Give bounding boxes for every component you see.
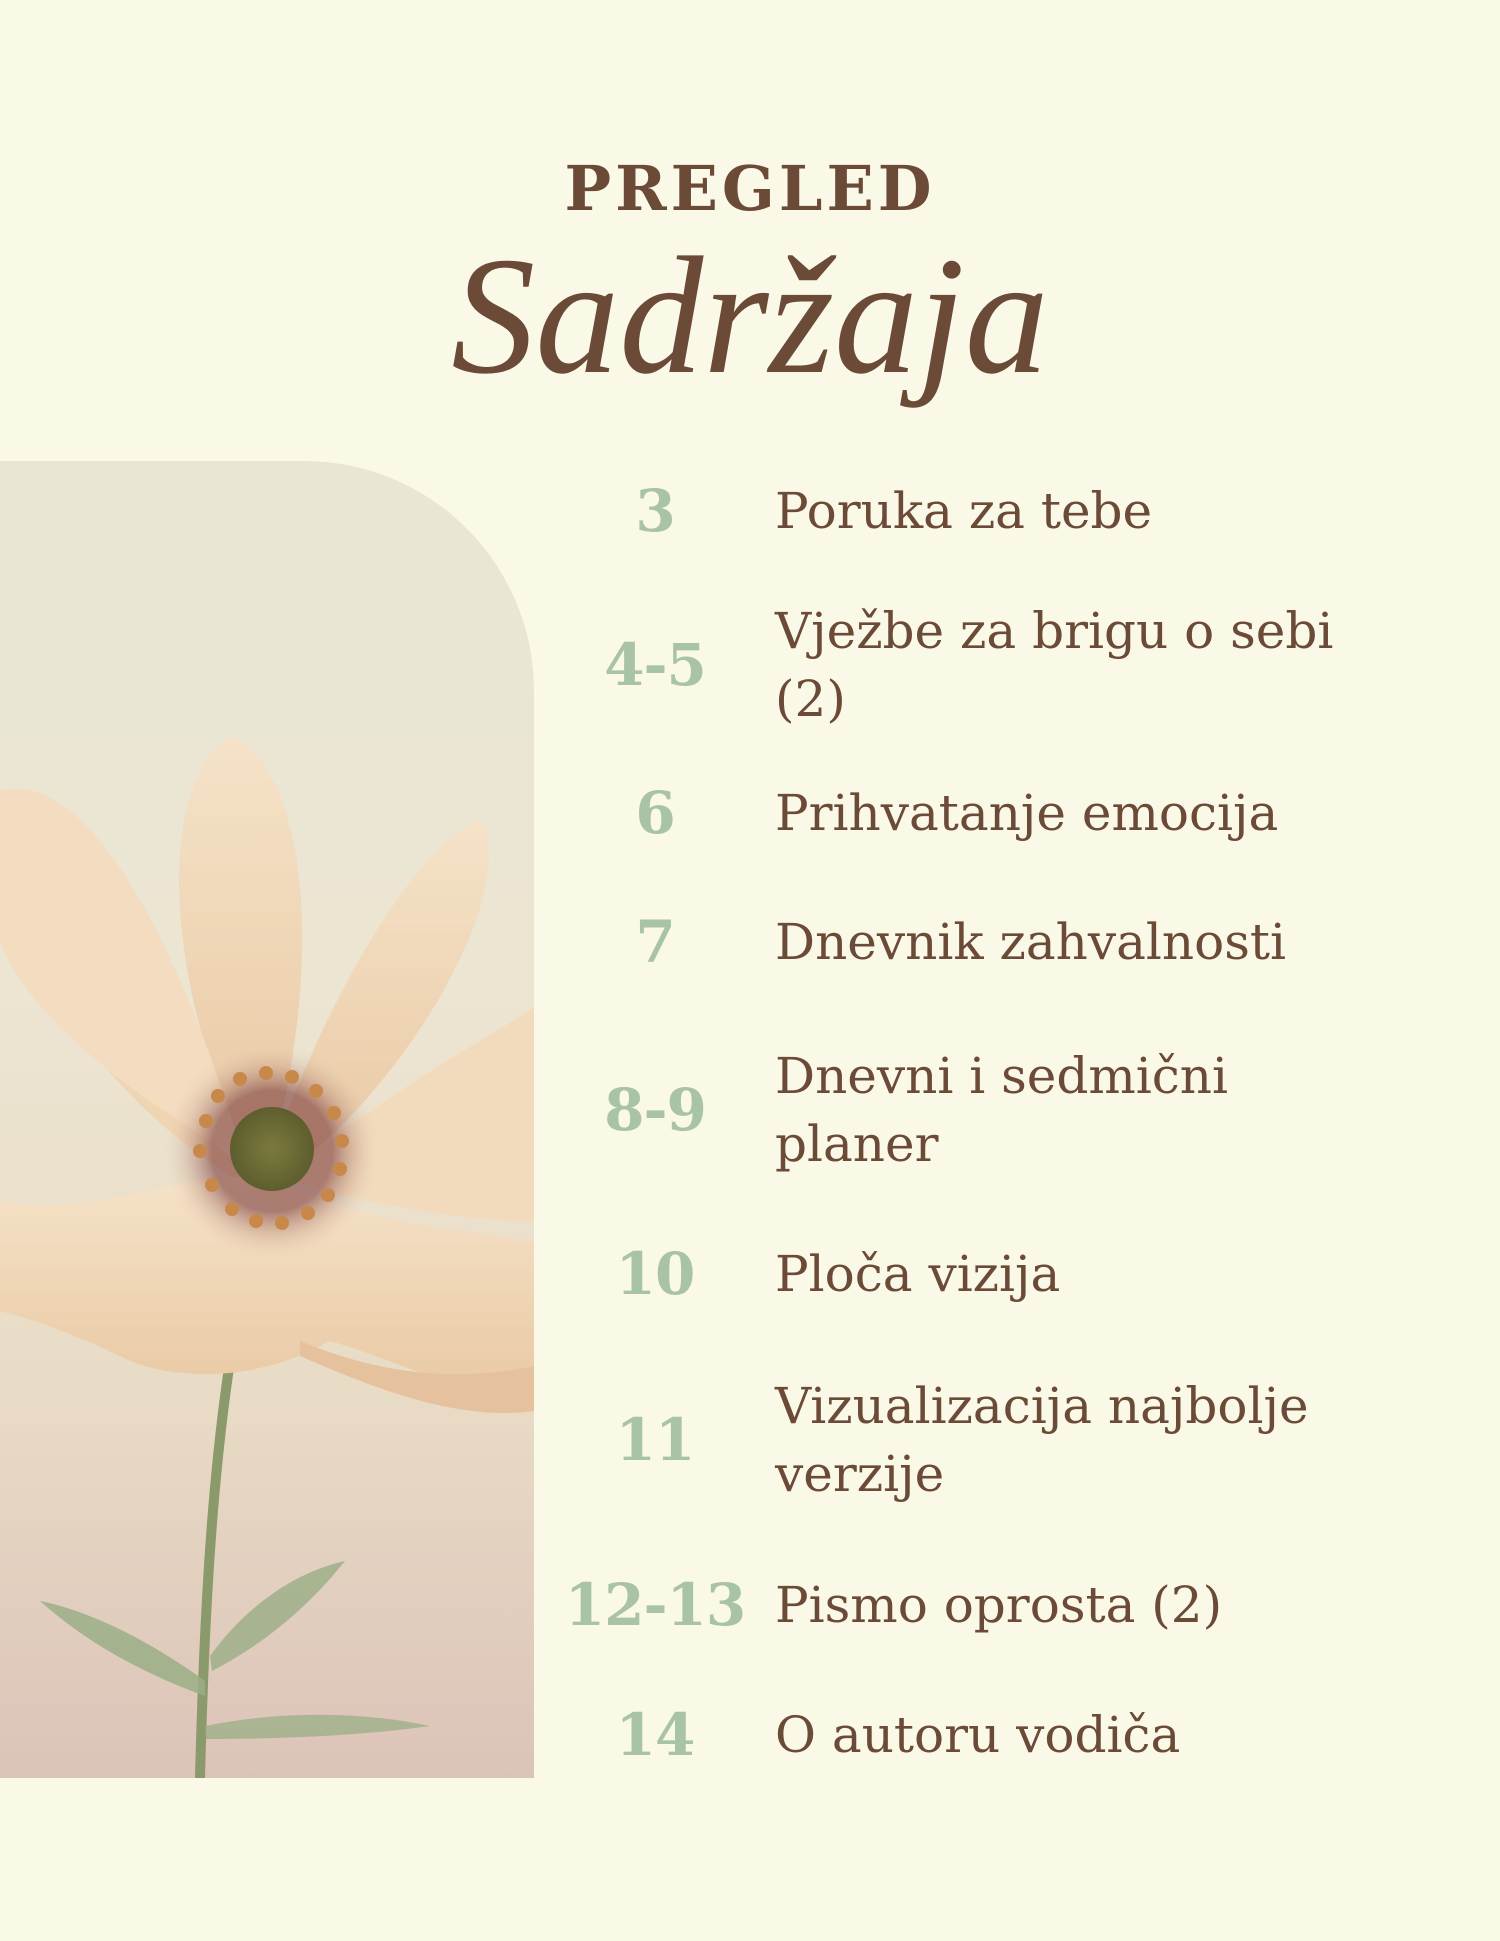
toc-item[interactable] (545, 476, 1375, 546)
toc-page-number: 7 (635, 908, 675, 976)
toc-item[interactable] (545, 907, 1375, 977)
toc-item[interactable] (545, 1239, 1375, 1309)
toc-page-number: 4-5 (604, 631, 706, 699)
toc-page-number: 3 (635, 477, 675, 545)
page-title: Sadržaja (451, 223, 1049, 409)
toc-item[interactable] (545, 1700, 1375, 1770)
flower-photo (0, 461, 534, 1778)
toc-title: Poruka za tebe (775, 482, 1153, 540)
toc-item[interactable] (545, 1370, 1375, 1510)
toc-page-number: 6 (635, 779, 675, 847)
header-kicker: PREGLED (564, 152, 936, 225)
toc-page-number: 8-9 (604, 1076, 706, 1144)
toc-title: Pismo oprosta (2) (775, 1576, 1223, 1634)
toc-item[interactable] (545, 1570, 1375, 1640)
toc-title: O autoru vodiča (775, 1706, 1181, 1764)
toc-title: Vizualizacija najbolje verzije (775, 1377, 1309, 1503)
toc-title: Ploča vizija (775, 1245, 1061, 1303)
toc-title: Dnevni i sedmični planer (775, 1047, 1228, 1173)
toc-item[interactable] (545, 595, 1375, 735)
toc-title: Vježbe za brigu o sebi (2) (775, 602, 1334, 728)
toc-page-number: 11 (615, 1406, 695, 1474)
toc-title: Prihvatanje emocija (775, 784, 1279, 842)
toc-item[interactable] (545, 1040, 1375, 1180)
toc-page-number: 14 (615, 1701, 695, 1769)
toc-item[interactable] (545, 778, 1375, 848)
toc-title: Dnevnik zahvalnosti (775, 913, 1286, 971)
toc-page-number: 12-13 (564, 1571, 746, 1639)
toc-page-number: 10 (615, 1240, 695, 1308)
